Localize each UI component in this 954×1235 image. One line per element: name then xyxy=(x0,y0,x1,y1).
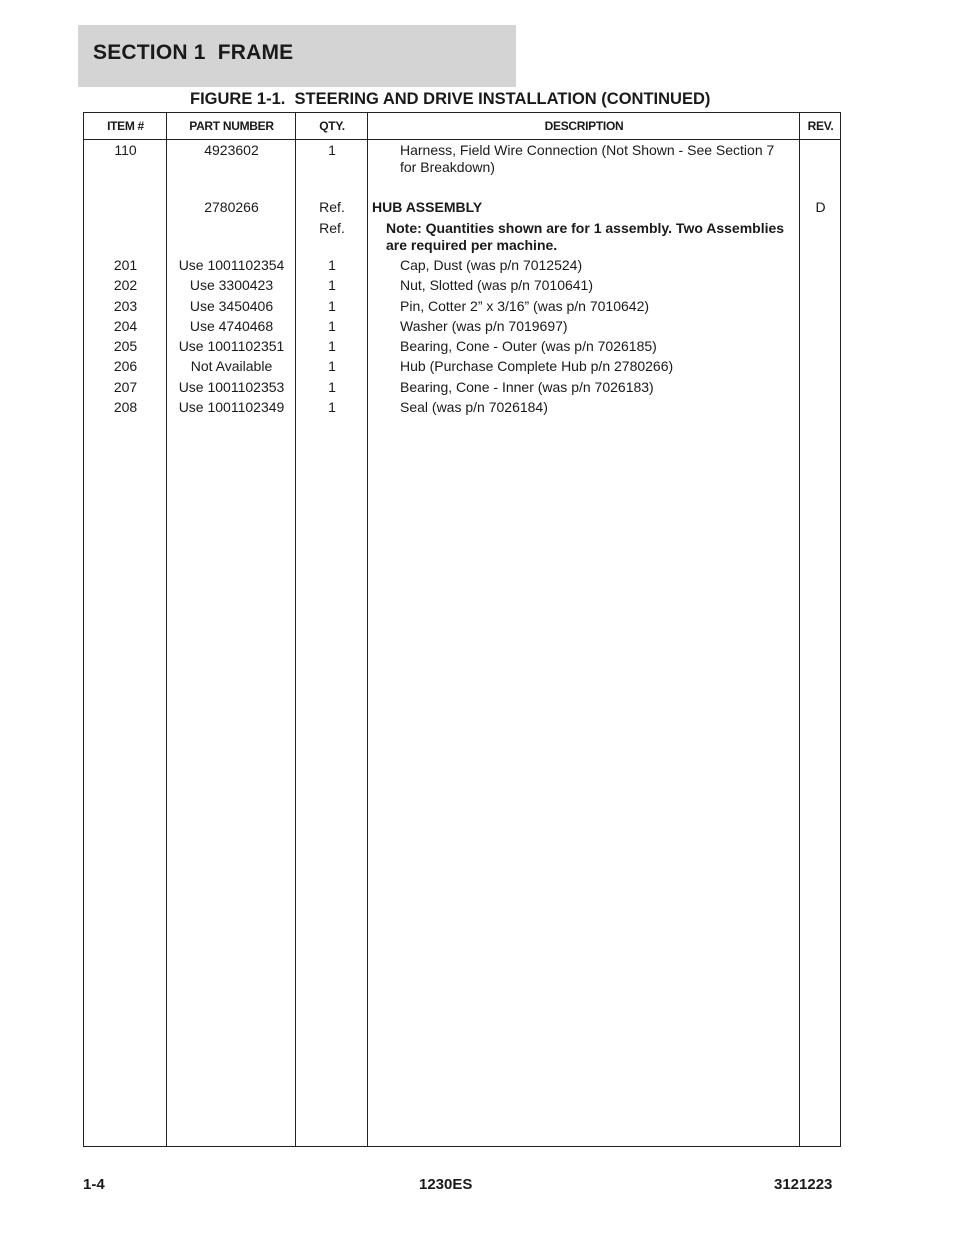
description: Harness, Field Wire Connection (Not Shown - See Section 7 for Breakdown) xyxy=(400,142,775,175)
table-row xyxy=(84,399,840,419)
part-number: 4923602 xyxy=(204,142,259,158)
column-header-item: ITEM # xyxy=(107,119,144,133)
quantity: 1 xyxy=(328,257,336,273)
table-row xyxy=(84,257,840,277)
column-header-qty: QTY. xyxy=(319,119,345,133)
table-row xyxy=(84,220,840,257)
quantity: 1 xyxy=(328,399,336,416)
part-number: Use 1001102349 xyxy=(178,399,285,416)
revision: D xyxy=(815,199,826,215)
figure-title: FIGURE 1-1. STEERING AND DRIVE INSTALLATION (CONTINUED) xyxy=(190,90,711,108)
part-number: Use 3450406 xyxy=(189,297,274,314)
part-number: Use 1001102354 xyxy=(178,257,285,273)
description: HUB ASSEMBLY xyxy=(372,199,483,215)
item-number: 110 xyxy=(114,142,137,158)
quantity: 1 xyxy=(328,142,336,158)
item-number: 201 xyxy=(113,257,138,273)
quantity: 1 xyxy=(328,338,336,355)
item-number: 207 xyxy=(113,378,138,395)
description: Cap, Dust (was p/n 7012524) xyxy=(400,257,583,273)
quantity: Ref. xyxy=(319,199,345,215)
part-number: Use 1001102351 xyxy=(178,338,285,355)
table-row xyxy=(84,318,840,338)
item-number: 204 xyxy=(113,317,138,334)
part-number: 2780266 xyxy=(204,199,259,215)
table-row xyxy=(84,277,840,297)
item-number: 202 xyxy=(113,277,138,294)
quantity: 1 xyxy=(328,317,336,334)
quantity: 1 xyxy=(328,297,336,314)
quantity: 1 xyxy=(328,358,336,375)
column-header-part-number: PART NUMBER xyxy=(189,119,274,133)
part-number: Use 3300423 xyxy=(189,277,274,294)
table-row xyxy=(84,298,840,318)
description: Washer (was p/n 7019697) xyxy=(400,317,568,334)
part-number: Use 1001102353 xyxy=(178,378,285,395)
table-row xyxy=(84,358,840,378)
description: Bearing, Cone - Inner (was p/n 7026183) xyxy=(400,378,654,395)
description: Bearing, Cone - Outer (was p/n 7026185) xyxy=(400,338,657,355)
footer-page-number: 1-4 xyxy=(83,1176,105,1193)
part-number: Not Available xyxy=(190,358,273,375)
footer-doc-number: 3121223 xyxy=(774,1176,833,1193)
footer-model: 1230ES xyxy=(419,1176,473,1193)
item-number: 208 xyxy=(113,399,138,416)
quantity: 1 xyxy=(328,378,336,395)
column-header-description: DESCRIPTION xyxy=(544,119,624,133)
column-header-rev: REV. xyxy=(807,119,834,133)
table-row xyxy=(84,199,840,220)
parts-table xyxy=(83,112,841,1147)
item-number: 206 xyxy=(113,358,138,375)
part-number: Use 4740468 xyxy=(189,317,274,334)
table-row xyxy=(84,142,840,182)
quantity: 1 xyxy=(328,277,336,294)
table-body xyxy=(84,140,840,419)
section-title: SECTION 1 FRAME xyxy=(93,41,294,64)
quantity: Ref. xyxy=(319,220,345,236)
description: Seal (was p/n 7026184) xyxy=(400,399,548,416)
description: Hub (Purchase Complete Hub p/n 2780266) xyxy=(400,358,674,375)
description: Pin, Cotter 2” x 3/16” (was p/n 7010642) xyxy=(400,297,650,314)
description: Nut, Slotted (was p/n 7010641) xyxy=(400,277,594,294)
table-row xyxy=(84,379,840,399)
description: Note: Quantities shown are for 1 assembly. Two Assemblies are required per machine. xyxy=(386,220,785,253)
item-number: 205 xyxy=(113,338,138,355)
item-number: 203 xyxy=(113,297,138,314)
table-row xyxy=(84,338,840,358)
